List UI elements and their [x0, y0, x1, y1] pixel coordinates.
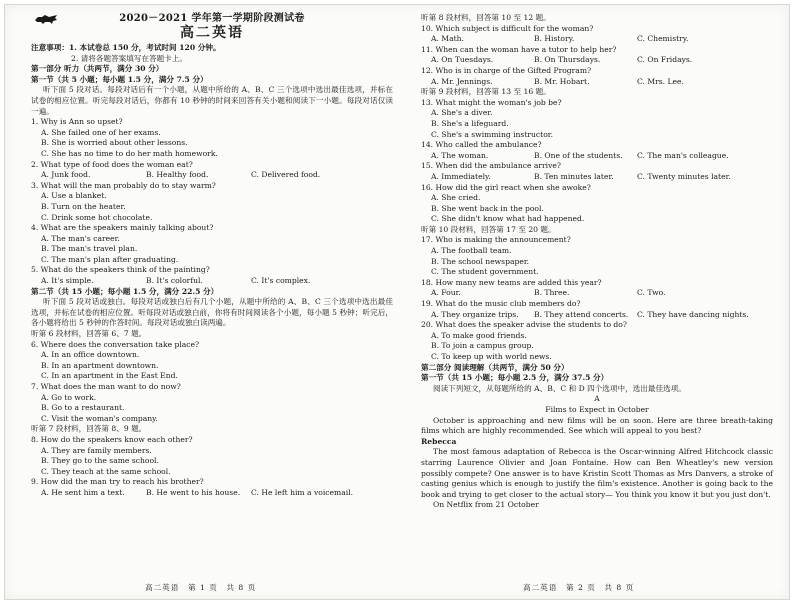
passage-label: A: [594, 394, 600, 404]
q2-option-a: A. Junk food.: [41, 170, 91, 180]
q2-option-b: B. Healthy food.: [146, 170, 209, 180]
q19-option-c: C. They have dancing nights.: [637, 309, 749, 319]
q6-option-b: B. In an apartment downtown.: [41, 360, 159, 370]
q19-options: [421, 310, 773, 321]
q17-option-c: C. The student government.: [431, 267, 539, 277]
q1: 1. Why is Ann so upset?: [31, 117, 123, 127]
q1-option-a: A. She failed one of her exams.: [41, 127, 161, 137]
q9-option-c: C. He left him a voicemail.: [251, 487, 354, 497]
q16-option-b: B. She went back in the pool.: [431, 203, 544, 213]
q10-option-b: B. History.: [534, 34, 575, 44]
part2-heading: 第二部分 阅读理解（共两节，满分 50 分）: [421, 362, 569, 372]
q13-option-b: B. She's a lifeguard.: [431, 118, 509, 128]
notes-line-1: 注意事项：1. 本试卷总 150 分，考试时间 120 分钟。: [31, 43, 221, 52]
q8-option-c: C. They teach at the same school.: [41, 466, 171, 476]
q20-option-b: B. To join a campus group.: [431, 341, 534, 351]
q19-option-b: B. They attend concerts.: [534, 309, 629, 319]
q19: 19. What do the music club members do?: [421, 299, 581, 309]
film1-text: The most famous adaptation of Rebecca is the Oscar-winning Alfred Hitchcock classic starring Laurence Olivier and Joan Fontaine. How can Ben Wheatley's new version possibly compete? One answer is to have Kristin Scott Thomas as Mrs Danvers, a stroke of casting genius which is enough to justify the film's existence. Another is going back to the book and trying to get closer to the actual story— You think you know it but you just don't.: [421, 447, 773, 499]
q5-option-a: A. It's simple.: [41, 276, 94, 286]
q11-options: [421, 55, 773, 66]
film1-date: On Netflix from 21 October: [433, 500, 539, 510]
q1-option-b: B. She is worried about other lessons.: [41, 138, 188, 148]
q14-options: [421, 151, 773, 162]
q5-option-c: C. It's complex.: [251, 276, 311, 286]
q10-option-a: A. Math.: [431, 34, 464, 44]
q14-option-b: B. One of the students.: [534, 150, 623, 160]
exam-sheet: [4, 4, 790, 600]
q8-option-a: A. They are family members.: [41, 445, 152, 455]
q18-options: [421, 288, 773, 299]
q20: 20. What does the speaker advise the students to do?: [421, 320, 627, 330]
q3-option-b: B. Turn on the heater.: [41, 201, 126, 211]
q20-option-a: A. To make good friends.: [431, 330, 527, 340]
material-8: 听第 8 段材料，回答第 10 至 12 题。: [421, 13, 551, 22]
q1-option-c: C. She has no time to do her math homework.: [41, 148, 218, 158]
q3: 3. What will the man probably do to stay warm?: [31, 180, 216, 190]
page-1-footer: 高二英语 第 1 页 共 8 页: [145, 583, 257, 592]
q13-option-c: C. She's a swimming instructor.: [431, 129, 553, 139]
q15-option-c: C. Twenty minutes later.: [637, 171, 731, 181]
q2-options: [31, 170, 393, 181]
reading-sec1-heading: 第一节（共 15 小题；每小题 2.5 分，满分 37.5 分）: [421, 373, 609, 383]
q10-options: [421, 34, 773, 45]
passage-intro: October is approaching and new films will be on soon. Here are three breath-taking films which are highly recommended. See which will appeal to you best?: [421, 415, 773, 436]
q4-option-a: A. The man's career.: [41, 233, 120, 243]
passage-title: Films to Expect in October: [545, 404, 649, 414]
q2: 2. What type of food does the woman eat?: [31, 159, 193, 169]
reading-instructions: 阅读下列短文，从每题所给的 A、B、C 和 D 四个选项中，选出最佳选项。: [433, 383, 686, 393]
q6: 6. Where does the conversation take place?: [31, 339, 200, 349]
q14-option-c: C. The man's colleague.: [637, 150, 729, 160]
q18: 18. How many new teams are added this year?: [421, 277, 602, 287]
q12-option-c: C. Mrs. Lee.: [637, 76, 684, 86]
q15-options: [421, 172, 773, 183]
q14: 14. Who called the ambulance?: [421, 140, 542, 150]
q8-option-b: B. They go to the same school.: [41, 456, 159, 466]
bull-logo-icon: [33, 13, 59, 25]
q9-option-a: A. He sent him a text.: [41, 487, 125, 497]
notes-line-2: 2. 请将各题答案填写在答题卡上。: [71, 53, 187, 63]
q3-option-a: A. Use a blanket.: [41, 191, 107, 201]
material-7: 听第 7 段材料，回答第 8、9 题。: [31, 424, 147, 434]
q14-option-a: A. The woman.: [431, 150, 489, 160]
q16-option-a: A. She cried.: [431, 193, 481, 203]
q9-option-b: B. He went to his house.: [146, 487, 241, 497]
q7: 7. What does the man want to do now?: [31, 382, 181, 391]
q19-option-a: A. They organize trips.: [431, 309, 519, 319]
q12-options: [421, 77, 773, 88]
q13: 13. What might the woman's job be?: [421, 97, 562, 107]
q3-option-c: C. Drink some hot chocolate.: [41, 212, 153, 222]
q12: 12. Who is in charge of the Gifted Program?: [421, 65, 592, 75]
q12-option-a: A. Mr. Jennings.: [431, 76, 493, 86]
q16-option-c: C. She didn't know what had happened.: [431, 214, 585, 224]
q13-option-a: A. She's a diver.: [431, 108, 493, 118]
q5: 5. What do the speakers think of the painting?: [31, 265, 210, 275]
q6-option-c: C. In an apartment in the East End.: [41, 371, 178, 381]
q7-option-a: A. Go to work.: [41, 392, 97, 402]
q11: 11. When can the woman have a tutor to help her?: [421, 44, 617, 54]
q4-option-b: B. The man's travel plan.: [41, 244, 138, 254]
q10-option-c: C. Chemistry.: [637, 34, 689, 44]
q4: 4. What are the speakers mainly talking about?: [31, 223, 214, 233]
q10: 10. Which subject is difficult for the woman?: [421, 23, 594, 33]
page-2-footer: 高二英语 第 2 页 共 8 页: [523, 583, 635, 592]
film1-title: Rebecca: [421, 436, 457, 446]
q20-option-c: C. To keep up with world news.: [431, 352, 552, 361]
q18-option-a: A. Four.: [431, 288, 461, 298]
q18-option-c: C. Two.: [637, 288, 666, 298]
header-row: [31, 13, 393, 25]
subject-title: 高二英语: [180, 25, 244, 41]
q7-option-c: C. Visit the woman's company.: [41, 413, 158, 423]
q9-options: [31, 488, 393, 499]
q5-options: [31, 276, 393, 287]
q9: 9. How did the man try to reach his brother?: [31, 477, 204, 487]
material-6: 听第 6 段材料，回答第 6、7 题。: [31, 329, 147, 339]
q18-option-b: B. Three.: [534, 288, 570, 298]
q6-option-a: A. In an office downtown.: [41, 350, 140, 360]
q8: 8. How do the speakers know each other?: [31, 434, 193, 444]
q15-option-a: A. Immediately.: [431, 171, 491, 181]
q11-option-b: B. On Thursdays.: [534, 55, 601, 65]
q11-option-a: A. On Tuesdays.: [431, 55, 494, 65]
sec1-heading: 第一节（共 5 小题；每小题 1.5 分，满分 7.5 分）: [31, 74, 208, 84]
q4-option-c: C. The man's plan after graduating.: [41, 254, 179, 264]
q17-option-a: A. The football team.: [431, 246, 512, 256]
q17: 17. Who is making the announcement?: [421, 235, 571, 245]
sec2-heading: 第二节（共 15 小题；每小题 1.5 分，满分 22.5 分）: [31, 286, 219, 296]
q15-option-b: B. Ten minutes later.: [534, 171, 614, 181]
sec2-instructions: 听下面 5 段对话或独白。每段对话或独白后有几个小题，从题中所给的 A、B、C 三个选项中选出最佳选项，并标在试卷的相应位置。听每段对话或独白前，你将有时间阅读各个小题，每小题 5 秒钟；听完后，各小题将给出 5 秒钟的作答时间。每段对话或独白读两遍。: [31, 297, 393, 328]
q15: 15. When did the ambulance arrive?: [421, 161, 561, 171]
part1-heading: 第一部分 听力（共两节，满分 30 分）: [31, 64, 164, 74]
q2-option-c: C. Delivered food.: [251, 170, 321, 180]
q17-option-b: B. The school newspaper.: [431, 256, 530, 266]
page-2: [421, 13, 773, 511]
sec1-instructions: 听下面 5 段对话。每段对话后有一个小题，从题中所给的 A、B、C 三个选项中选出最佳选项，并标在试卷的相应位置。听完每段对话后，你都有 10 秒钟的时间来回答有关小题和阅读下一小题。每段对话仅读一遍。: [31, 85, 393, 116]
q11-option-c: C. On Fridays.: [637, 55, 693, 65]
material-10: 听第 10 段材料，回答第 17 至 20 题。: [421, 224, 556, 234]
q16: 16. How did the girl react when she awoke?: [421, 182, 591, 192]
exam-title: 2020－2021 学年第一学期阶段测试卷: [119, 13, 305, 24]
q5-option-b: B. It's colorful.: [146, 276, 203, 286]
page-1: [31, 13, 393, 499]
q12-option-b: B. Mr. Hobart.: [534, 76, 590, 86]
material-9: 听第 9 段材料，回答第 13 至 16 题。: [421, 87, 551, 97]
q7-option-b: B. Go to a restaurant.: [41, 403, 125, 413]
